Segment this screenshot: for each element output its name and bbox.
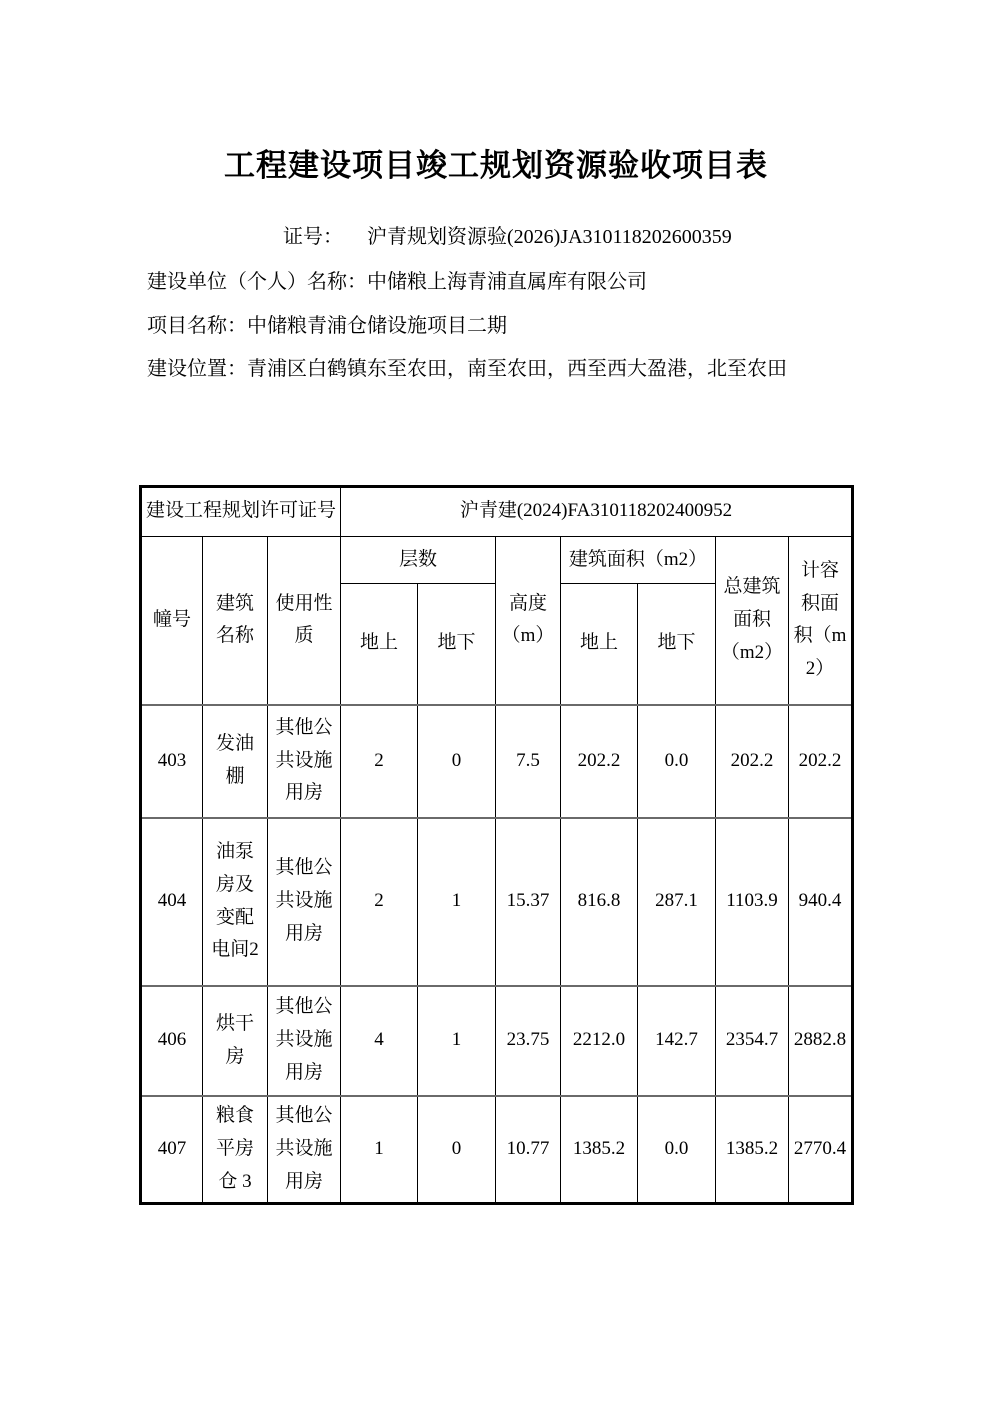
header-floors-above: 地上 <box>341 584 418 705</box>
cell-total-area: 1103.9 <box>716 818 789 986</box>
cell-floors-below: 0 <box>418 705 496 818</box>
cell-plot-area: 940.4 <box>789 818 853 986</box>
cert-number-value: 沪青规划资源验(2026)JA310118202600359 <box>367 226 732 248</box>
permit-number-label: 建设工程规划许可证号 <box>141 487 341 537</box>
cell-area-above: 202.2 <box>561 705 638 818</box>
cell-total-area: 1385.2 <box>716 1096 789 1204</box>
cell-total-area: 2354.7 <box>716 986 789 1096</box>
cell-area-below: 142.7 <box>638 986 716 1096</box>
cell-usage: 其他公共设施用房 <box>268 818 341 986</box>
table-row-404 <box>141 818 853 986</box>
cell-area-below: 0.0 <box>638 1096 716 1204</box>
cell-floors-below: 0 <box>418 1096 496 1204</box>
header-usage: 使用性质 <box>268 537 341 705</box>
header-area-below: 地下 <box>638 584 716 705</box>
cell-floors-above: 1 <box>341 1096 418 1204</box>
cell-building-no: 406 <box>141 986 203 1096</box>
cell-height: 23.75 <box>496 986 561 1096</box>
header-total-area: 总建筑面积（m2） <box>716 537 789 705</box>
cert-number-label: 证号： <box>283 226 343 248</box>
header-floors-group: 层数 <box>341 537 496 584</box>
cell-height: 15.37 <box>496 818 561 986</box>
cell-area-above: 2212.0 <box>561 986 638 1096</box>
cell-usage: 其他公共设施用房 <box>268 1096 341 1204</box>
construction-unit-line: 建设单位（个人）名称：中储粮上海青浦直属库有限公司 <box>147 271 647 293</box>
cell-floors-below: 1 <box>418 818 496 986</box>
cell-building-name: 粮食平房仓 3 <box>203 1096 268 1204</box>
cell-plot-area: 202.2 <box>789 705 853 818</box>
construction-location-line: 建设位置：青浦区白鹤镇东至农田，南至农田，西至西大盈港，北至农田 <box>147 358 787 380</box>
header-height: 高度（m） <box>496 537 561 705</box>
header-area-group: 建筑面积（m2） <box>561 537 716 584</box>
header-building-no: 幢号 <box>141 537 203 705</box>
cell-area-below: 0.0 <box>638 705 716 818</box>
cell-plot-area: 2882.8 <box>789 986 853 1096</box>
header-building-name: 建筑名称 <box>203 537 268 705</box>
header-floors-below: 地下 <box>418 584 496 705</box>
cell-plot-area: 2770.4 <box>789 1096 853 1204</box>
table-row-407 <box>141 1096 853 1204</box>
cell-building-name: 烘干房 <box>203 986 268 1096</box>
cell-building-name: 发油棚 <box>203 705 268 818</box>
acceptance-project-table <box>139 485 854 1205</box>
cell-area-above: 1385.2 <box>561 1096 638 1204</box>
cell-area-below: 287.1 <box>638 818 716 986</box>
cell-building-no: 407 <box>141 1096 203 1204</box>
cell-building-name: 油泵房及变配电间2 <box>203 818 268 986</box>
cell-usage: 其他公共设施用房 <box>268 986 341 1096</box>
table-row-406 <box>141 986 853 1096</box>
header-plot-area: 计容积面积（m2） <box>789 537 853 705</box>
page-title: 工程建设项目竣工规划资源验收项目表 <box>224 148 768 183</box>
cert-number-line <box>283 220 732 249</box>
permit-row <box>141 487 853 537</box>
cell-floors-below: 1 <box>418 986 496 1096</box>
cell-area-above: 816.8 <box>561 818 638 986</box>
permit-number-value: 沪青建(2024)FA310118202400952 <box>341 487 853 537</box>
header-area-above: 地上 <box>561 584 638 705</box>
cell-building-no: 404 <box>141 818 203 986</box>
cell-floors-above: 4 <box>341 986 418 1096</box>
cell-height: 10.77 <box>496 1096 561 1204</box>
project-name-line: 项目名称：中储粮青浦仓储设施项目二期 <box>147 315 507 337</box>
cell-floors-above: 2 <box>341 818 418 986</box>
cell-height: 7.5 <box>496 705 561 818</box>
cell-building-no: 403 <box>141 705 203 818</box>
table-row-403 <box>141 705 853 818</box>
header-row-top <box>141 537 853 584</box>
cell-usage: 其他公共设施用房 <box>268 705 341 818</box>
cell-total-area: 202.2 <box>716 705 789 818</box>
cell-floors-above: 2 <box>341 705 418 818</box>
